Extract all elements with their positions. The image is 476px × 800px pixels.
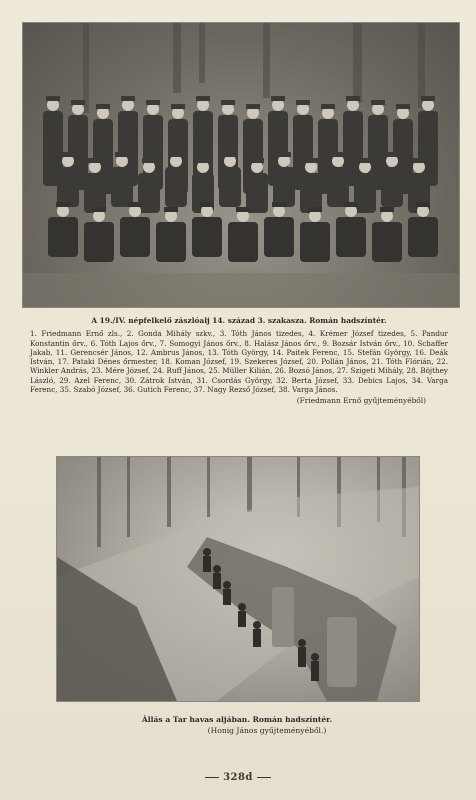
- page-number: [0, 772, 476, 783]
- trench-position-photo: [56, 456, 420, 702]
- top-photo-caption: [30, 316, 448, 406]
- bottom-photo-caption: [56, 714, 418, 736]
- soldiers-group-photo: [22, 22, 460, 308]
- top-caption-title: A 19./IV. népfelkelő zászlóalj 14. század 3. szakasza. Román hadszíntér.: [91, 316, 387, 325]
- top-photo-credit: (Friedmann Ernő gyűjteményéből): [296, 396, 426, 406]
- bottom-photo-credit: (Honig János gyűjteményéből.): [207, 726, 327, 735]
- soldier-names-list: 1. Friedmann Ernő zls., 2. Gonda Mihály szkv., 3. Tóth János tizedes, 4. Krémer József tizedes, 5. Pandur Konstantin őrv., 6. Tóth Lajos őrv., 7. Somogyi János őrv., 8. Halász János őrv., 9. Bozsár István őrv., 10. Schaffer Jakab, 11. Gerencsér János, 12. Ambrus János, 13. Tóth György, 14. Paitek Ferenc, 15. Stefán György, 16. Deák István, 17. Pataki Dénes őrmester, 18. Koman József, 19. Szekeres József, 20. Pollán János, 21. Tóth Flórián, 22. Winkler András, 23. Mére József, 24. Ruff János, 25. Müller Kilián, 26. Bozsó János, 27. Szigeti Mihály, 28. Böjthey László, 29. Azel Ferenc, 30. Zátrok István, 31. Csordás György, 32. Berta József, 33. Debics Lajos, 34. Varga Ferenc, 35. Szabó József, 36. Gutich Ferenc, 37. Nagy Rezső József, 38. Varga János.: [30, 329, 448, 395]
- bottom-caption-title: Állás a Tar havas aljában. Román hadszíntér.: [141, 715, 333, 724]
- page-number-text: 328d: [223, 772, 253, 783]
